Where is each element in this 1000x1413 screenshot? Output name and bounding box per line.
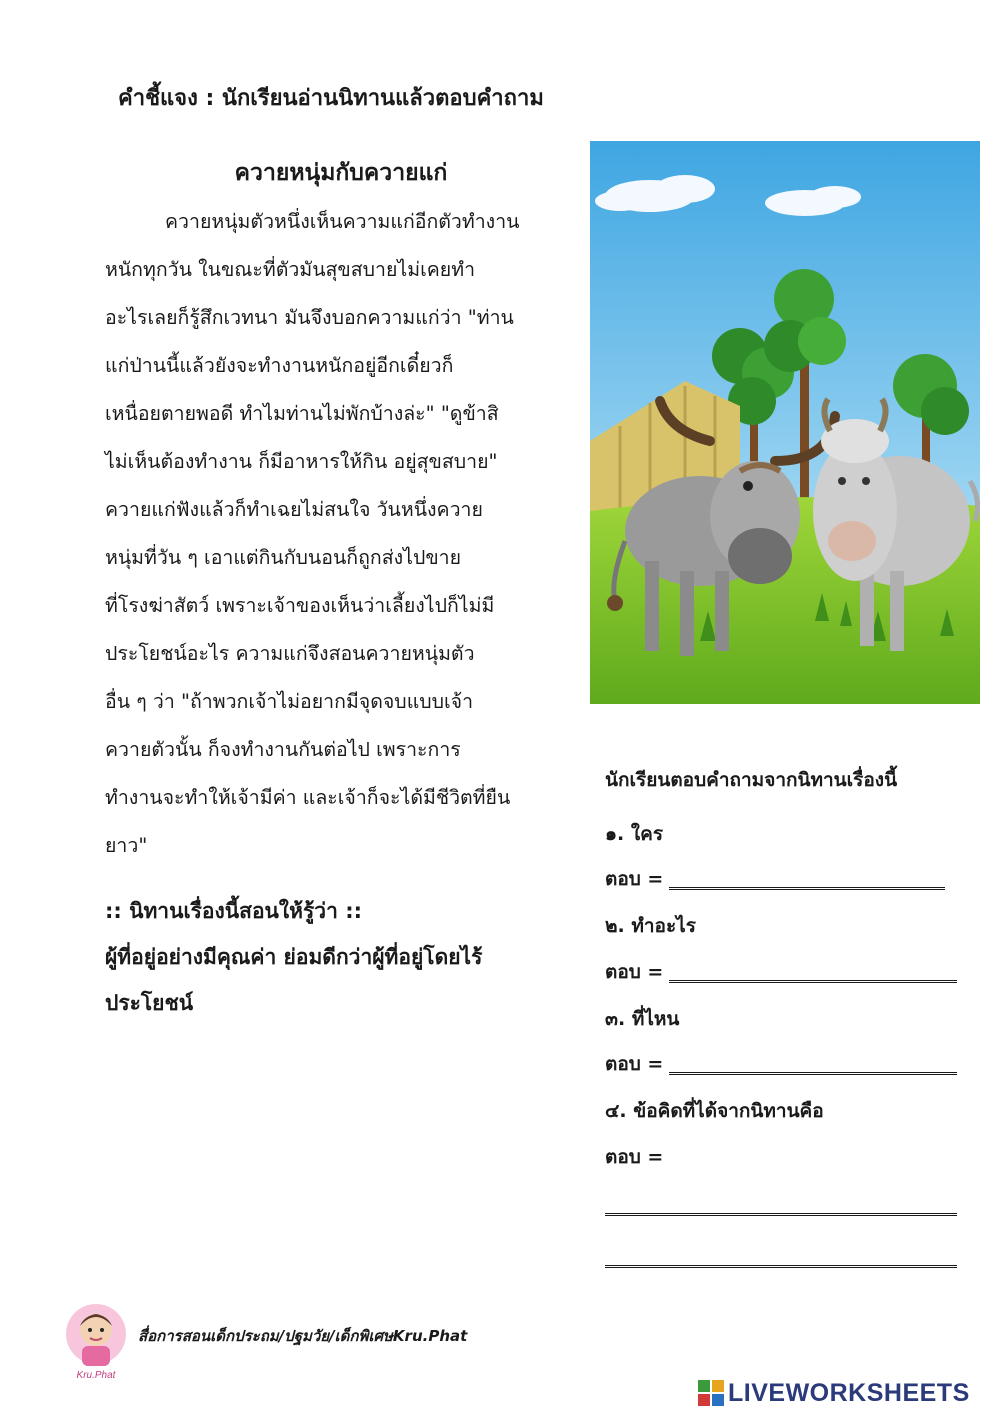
answer-field-where[interactable] — [669, 1072, 957, 1075]
liveworksheets-text: LIVEWORKSHEETS — [728, 1378, 970, 1407]
answer-field-who[interactable] — [669, 887, 945, 890]
liveworksheets-badge-icon — [698, 1380, 724, 1406]
moral-section — [105, 888, 585, 1026]
questions-heading: นักเรียนตอบคำถามจากนิทานเรื่องนี้ — [605, 769, 898, 791]
liveworksheets-logo — [698, 1378, 970, 1408]
story-line: หนักทุกวัน ในขณะที่ตัวมันสุขสบายไม่เคยทำ — [105, 258, 476, 281]
answer-label: ตอบ = — [605, 868, 664, 890]
story-line: ประโยชน์อะไร ความแก่จึงสอนควายหนุ่มตัว — [105, 642, 475, 665]
question-who: ๑. ใคร — [605, 823, 664, 845]
answer-label: ตอบ = — [605, 1053, 664, 1075]
story-line: อะไรเลยก็รู้สึกเวทนา มันจึงบอกความแก่ว่า "ท่าน — [105, 306, 514, 329]
question-what: ๒. ทำอะไร — [605, 915, 696, 937]
moral-line: ประโยชน์ — [105, 991, 194, 1015]
avatar-caption: Kru.Phat — [76, 1370, 116, 1381]
answer-label: ตอบ = — [605, 961, 664, 983]
story-line: ที่โรงฆ่าสัตว์ เพราะเจ้าของเห็นว่าเลี้ยงไปก็ไม่มี — [105, 594, 495, 617]
story-line: เหนื่อยตายพอดี ทำไมท่านไม่พักบ้างล่ะ" "ดูข้าสิ — [105, 402, 499, 425]
answer-row-what — [605, 957, 957, 987]
story-line: ควายหนุ่มตัวหนึ่งเห็นความแก่อีกตัวทำงาน — [165, 210, 520, 233]
story-line: ควายตัวนั้น ก็จงทำงานกันต่อไป เพราะการ — [105, 738, 461, 761]
answer-field-lesson-1[interactable] — [605, 1213, 957, 1216]
story-line: อื่น ๆ ว่า "ถ้าพวกเจ้าไม่อยากมีจุดจบแบบเจ้า — [105, 690, 474, 713]
story-line: แก่ป่านนี้แล้วยังจะทำงานหนักอยู่อีกเดี๋ยวก็ — [105, 354, 454, 377]
answer-label: ตอบ = — [605, 1146, 664, 1168]
story-line: ไม่เห็นต้องทำงาน ก็มีอาหารให้กิน อยู่สุขสบาย" — [105, 450, 498, 473]
story-line: หนุ่มที่วัน ๆ เอาแต่กินกับนอนก็ถูกส่งไปขาย — [105, 546, 462, 569]
answer-field-what[interactable] — [669, 980, 957, 983]
footer-credit: สื่อการสอนเด็กประถม/ปฐมวัย/เด็กพิเศษKru.Phat — [138, 1327, 468, 1345]
story-line: ทำงานจะทำให้เจ้ามีค่า และเจ้าก็จะได้มีชีวิตที่ยืน — [105, 786, 511, 809]
instruction-heading: คำชี้แจง : นักเรียนอ่านนิทานแล้วตอบคำถาม — [118, 86, 544, 111]
moral-heading: :: นิทานเรื่องนี้สอนให้รู้ว่า :: — [105, 899, 362, 923]
question-lesson: ๔. ข้อคิดที่ได้จากนิทานคือ — [605, 1100, 824, 1122]
moral-line: ผู้ที่อยู่อย่างมีคุณค่า ย่อมดีกว่าผู้ที่อยู่โดยไร้ — [105, 945, 483, 969]
story-body — [105, 198, 577, 870]
answer-field-lesson-2[interactable] — [605, 1265, 957, 1268]
story-line: ควายแก่ฟังแล้วก็ทำเฉยไม่สนใจ วันหนึ่งควาย — [105, 498, 483, 521]
answer-row-lesson — [605, 1142, 663, 1172]
story-title: ควายหนุ่มกับควายแก่ — [234, 160, 448, 186]
question-where: ๓. ที่ไหน — [605, 1008, 680, 1030]
kru-phat-avatar — [60, 1300, 132, 1382]
answer-row-who — [605, 864, 945, 894]
story-line: ยาว" — [105, 834, 148, 857]
answer-row-where — [605, 1049, 957, 1079]
buffalo-illustration — [590, 141, 980, 704]
